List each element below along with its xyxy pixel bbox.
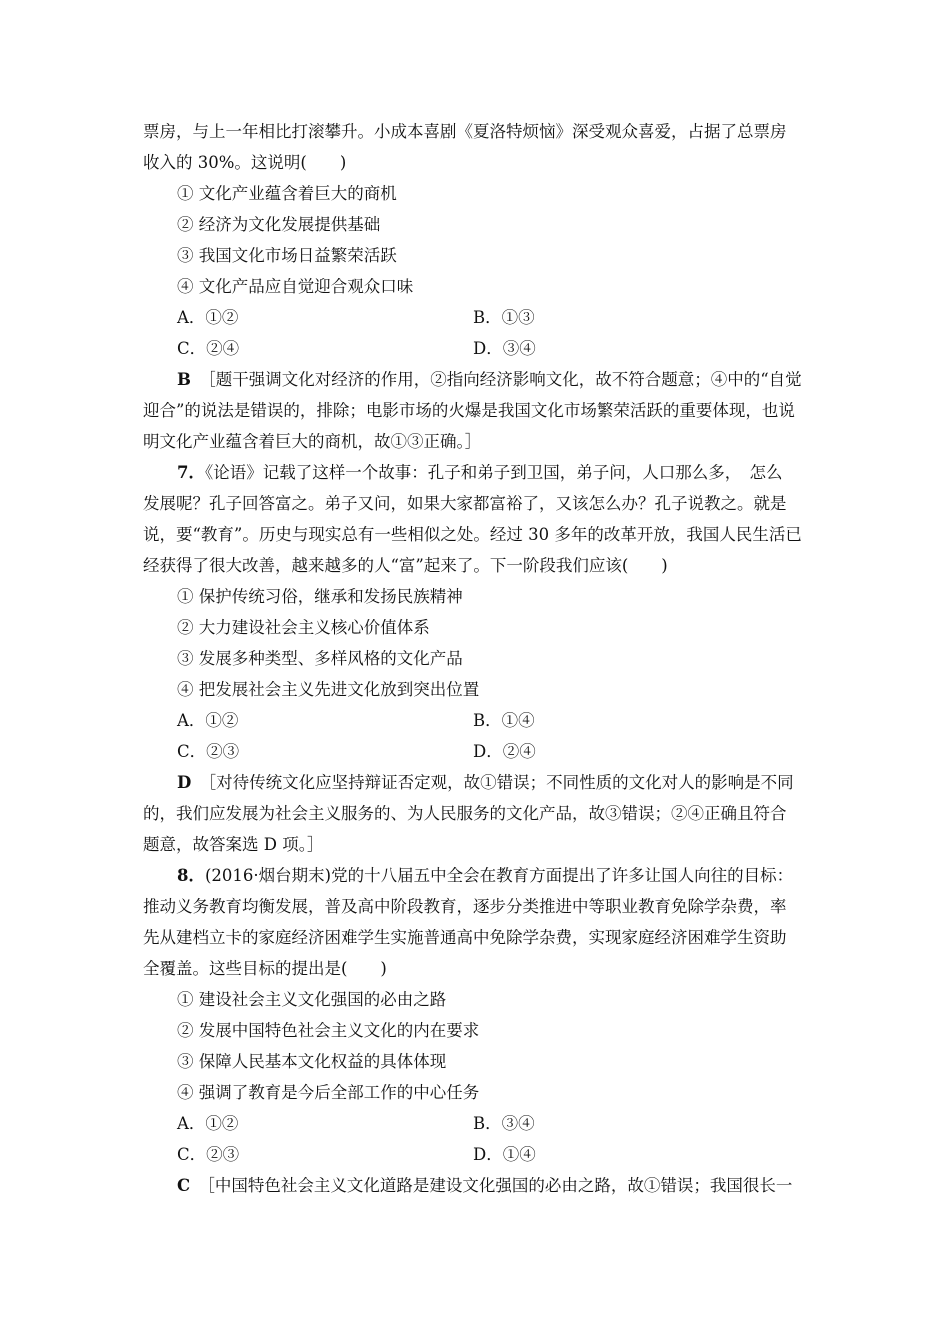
q6-option-1: ① 文化产业蕴含着巨大的商机: [177, 184, 397, 203]
q7-stem-line: 发展呢？孔子回答富之。弟子又问，如果大家都富裕了，又该怎么办？孔子说教之。就是: [143, 494, 787, 513]
q8-answer-text: ［中国特色社会主义文化道路是建设文化强国的必由之路，故①错误；我国很长一: [206, 1176, 793, 1195]
q8-choice-b: B．③④: [473, 1114, 535, 1133]
q8-choice-c: C．②③: [177, 1145, 240, 1164]
q8-option-4: ④ 强调了教育是今后全部工作的中心任务: [177, 1083, 480, 1102]
q6-option-2: ② 经济为文化发展提供基础: [177, 215, 381, 234]
q7-option-3: ③ 发展多种类型、多样风格的文化产品: [177, 649, 463, 668]
q7-answer-letter: D: [177, 773, 192, 792]
q7-number: 7．: [177, 463, 205, 482]
q8-option-3: ③ 保障人民基本文化权益的具体体现: [177, 1052, 447, 1071]
q8-stem-line: 全覆盖。这些目标的提出是( ): [143, 959, 387, 978]
q8-choice-d: D．①④: [473, 1145, 536, 1164]
q6-answer-letter: B: [177, 370, 191, 389]
q8-answer-line: [177, 1175, 792, 1197]
q6-choice-a: A．①②: [177, 308, 239, 327]
q8-option-2: ② 发展中国特色社会主义文化的内在要求: [177, 1021, 480, 1040]
q7-option-2: ② 大力建设社会主义核心价值体系: [177, 618, 430, 637]
q7-option-4: ④ 把发展社会主义先进文化放到突出位置: [177, 680, 480, 699]
q8-stem-line: 推动义务教育均衡发展，普及高中阶段教育，逐步分类推进中等职业教育免除学杂费，率: [143, 897, 787, 916]
q6-choice-c: C．②④: [177, 339, 240, 358]
q8-stem-line: 先从建档立卡的家庭经济困难学生实施普通高中免除学杂费，实现家庭经济困难学生资助: [143, 928, 787, 947]
q7-choice-b: B．①④: [473, 711, 535, 730]
q8-choice-a: A．①②: [177, 1114, 239, 1133]
q8-stem-line: [177, 865, 793, 887]
q8-option-1: ① 建设社会主义文化强国的必由之路: [177, 990, 447, 1009]
q7-stem-text: 《论语》记载了这样一个故事：孔子和弟子到卫国，弟子问，人口那么多， 怎么: [204, 463, 783, 482]
q6-answer-line: 明文化产业蕴含着巨大的商机，故①③正确。］: [143, 432, 482, 451]
q6-stem-line: 收入的 30%。这说明( ): [143, 153, 347, 172]
q7-option-1: ① 保护传统习俗，继承和发扬民族精神: [177, 587, 463, 606]
q7-choice-a: A．①②: [177, 711, 239, 730]
q7-answer-line: 题意，故答案选 D 项。］: [143, 835, 324, 854]
q6-choice-b: B．①③: [473, 308, 535, 327]
q7-stem-line: 经获得了很大改善，越来越多的人“富”起来了。下一阶段我们应该( ): [143, 556, 668, 575]
q7-stem-line: [177, 462, 782, 484]
q8-stem-text: (2016·烟台期末)党的十八届五中全会在教育方面提出了许多让国人向往的目标：: [204, 866, 794, 885]
q8-number: 8．: [177, 866, 205, 885]
q7-answer-line: [177, 772, 794, 794]
q7-choice-c: C．②③: [177, 742, 240, 761]
q7-answer-line: 的，我们应发展为社会主义服务的、为人民服务的文化产品，故③错误；②④正确且符合: [143, 804, 787, 823]
q6-option-4: ④ 文化产品应自觉迎合观众口味: [177, 277, 414, 296]
q7-choice-d: D．②④: [473, 742, 536, 761]
q6-choice-d: D．③④: [473, 339, 536, 358]
q7-answer-text: ［对待传统文化应坚持辩证否定观，故①错误；不同性质的文化对人的影响是不同: [207, 773, 794, 792]
q6-option-3: ③ 我国文化市场日益繁荣活跃: [177, 246, 397, 265]
q6-answer-text: ［题干强调文化对经济的作用，②指向经济影响文化，故不符合题意；④中的“自觉: [207, 370, 802, 389]
q7-stem-line: 说，要“教育”。历史与现实总有一些相似之处。经过 30 多年的改革开放，我国人民生活已: [143, 525, 802, 544]
q6-answer-line: [177, 369, 802, 391]
q6-answer-line: 迎合”的说法是错误的，排除；电影市场的火爆是我国文化市场繁荣活跃的重要体现，也说: [143, 401, 795, 420]
q8-answer-letter: C: [177, 1176, 191, 1195]
q6-stem-line: 票房，与上一年相比打滚攀升。小成本喜剧《夏洛特烦恼》深受观众喜爱，占据了总票房: [143, 122, 787, 141]
